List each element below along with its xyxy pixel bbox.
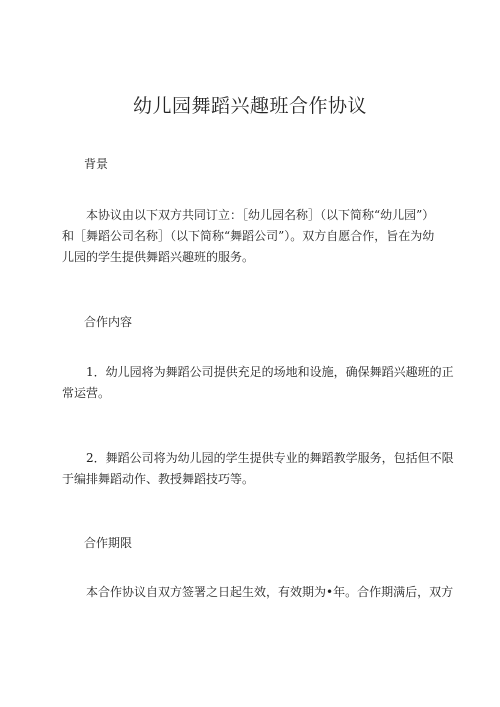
item1-line: 常运营。 — [62, 386, 111, 400]
term-paragraph — [62, 582, 454, 603]
intro-paragraph — [62, 205, 442, 268]
item2-line: 2．舞蹈公司将为幼儿园的学生提供专业的舞蹈教学服务，包括但不限 — [62, 451, 454, 465]
intro-line: 本协议由以下双方共同订立：［幼儿园名称］（以下简称“幼儿园”） — [62, 208, 435, 222]
item2-line: 于编排舞蹈动作、教授舞蹈技巧等。 — [62, 472, 255, 486]
section-heading-background: 背景 — [84, 157, 109, 171]
content-item-2 — [62, 448, 454, 490]
term-line: 本合作协议自双方签署之日起生效，有效期为•年。合作期满后，双方 — [62, 585, 454, 599]
item1-line: 1．幼儿园将为舞蹈公司提供充足的场地和设施，确保舞蹈兴趣班的正 — [62, 365, 454, 379]
section-heading-term: 合作期限 — [84, 536, 133, 550]
document-title: 幼儿园舞蹈兴趣班合作协议 — [132, 95, 367, 117]
intro-line: 儿园的学生提供舞蹈兴趣班的服务。 — [62, 250, 255, 264]
section-heading-content: 合作内容 — [84, 315, 133, 329]
content-item-1 — [62, 362, 454, 404]
intro-line: 和［舞蹈公司名称］（以下简称“舞蹈公司”）。双方自愿合作，旨在为幼 — [62, 229, 435, 243]
